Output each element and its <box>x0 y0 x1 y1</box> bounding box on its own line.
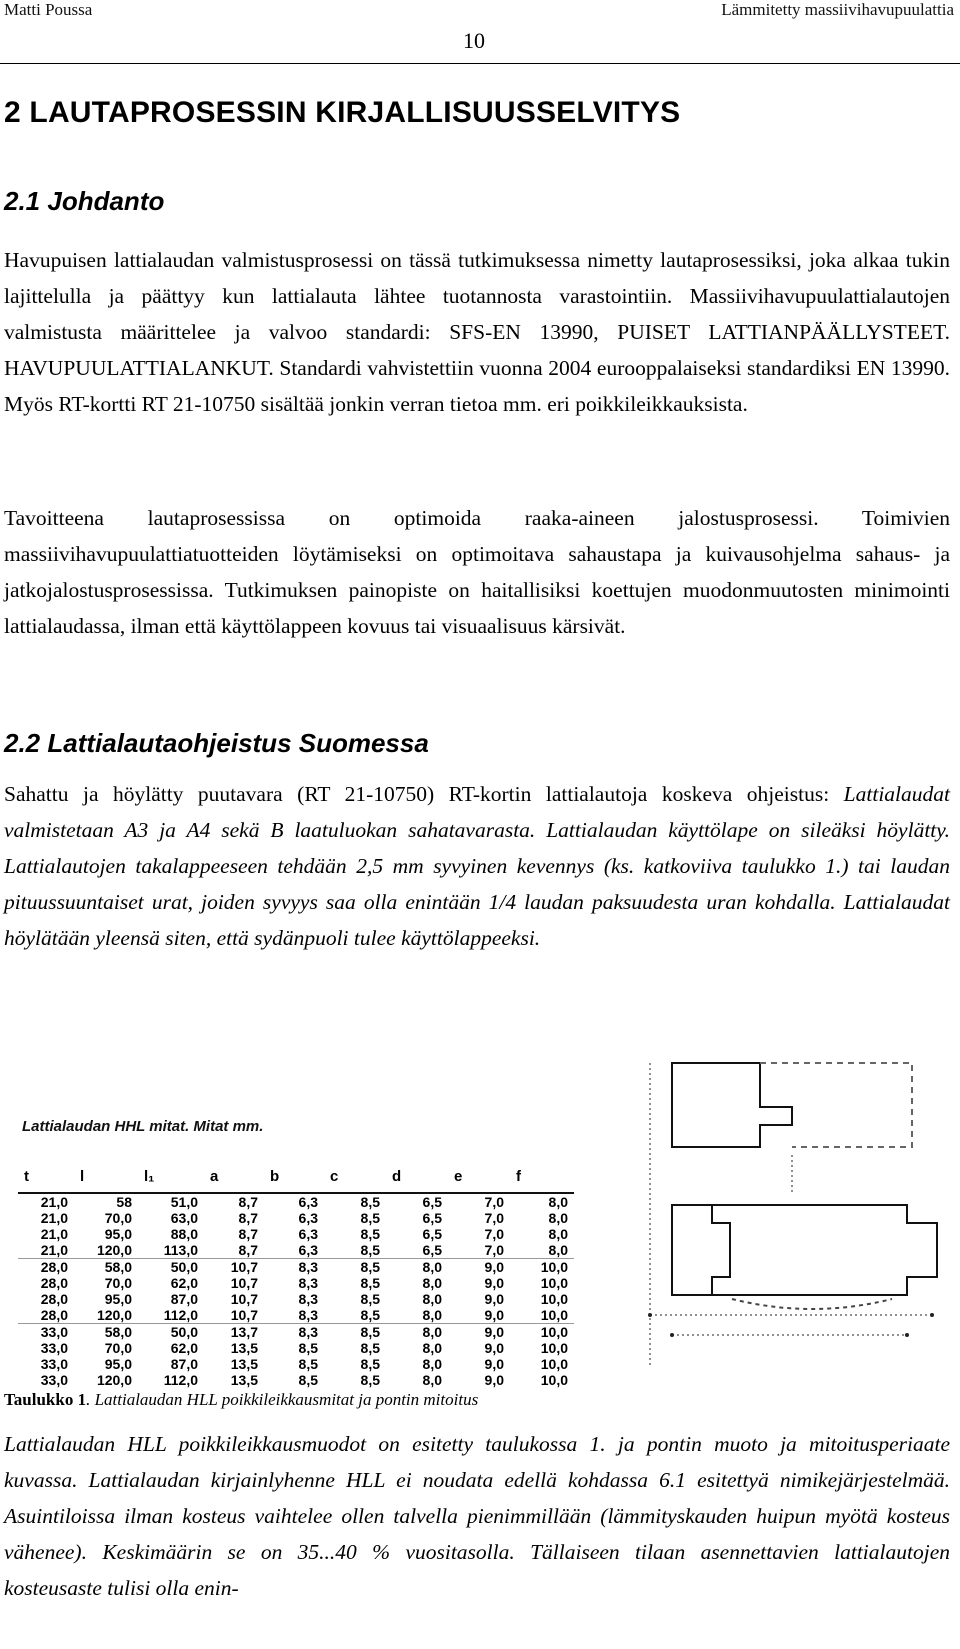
table-cell: 70,0 <box>104 1340 132 1356</box>
table-cell: 8,3 <box>298 1275 318 1291</box>
table-cell: 8,0 <box>548 1226 568 1242</box>
table-header-row <box>18 1164 574 1193</box>
table-cell: 9,0 <box>484 1291 504 1307</box>
table-cell: 8,7 <box>238 1194 258 1210</box>
table-cell: 33,0 <box>40 1356 68 1372</box>
table-cell: 8,0 <box>422 1275 442 1291</box>
table-cell: 10,0 <box>540 1275 568 1291</box>
table-cell: 28,0 <box>40 1275 68 1291</box>
table-cell: 8,0 <box>386 1324 448 1341</box>
rt-card-intro: Sahattu ja höylätty puutavara (RT 21-10750) RT-kortin lattialautoja koskeva ohjeistus: <box>4 782 830 806</box>
table-cell: 10,7 <box>230 1275 258 1291</box>
section-heading-ohjeistus: 2.2 Lattialautaohjeistus Suomessa <box>4 728 429 758</box>
column-header: l <box>74 1164 138 1193</box>
page-header-author: Matti Poussa <box>4 0 93 19</box>
table-cell: 33,0 <box>40 1340 68 1356</box>
section-heading-johdanto: 2.1 Johdanto <box>4 186 165 216</box>
paragraph-hll: Lattialaudan HLL poikkileikkausmuodot on esitetty taulukossa 1. ja pontin muoto ja mitoitusperiaate kuvassa. Lattialaudan kirjainlyhenne HLL ei noudata edellä kohdassa 6.1 esitettyä nimikejärjestelmää. Asuintiloissa ilman kosteus vaihtelee ollen talvella pienimmillään (lämmityskauden huipun myötä kosteus vähenee). Keskimäärin se on 35...40 % vuositasolla. Tällaiseen tilaan asennettavien lattialautojen kosteusaste tulisi olla enin- <box>4 1432 950 1600</box>
table-cell: 6,5 <box>422 1210 442 1226</box>
table-cell: 7,0 <box>484 1210 504 1226</box>
table-body <box>18 1193 574 1388</box>
paragraph-rt-card <box>4 776 950 956</box>
table-cell: 8,0 <box>422 1340 442 1356</box>
table-cell: 10,0 <box>540 1372 568 1388</box>
table-row <box>18 1275 574 1291</box>
table-cell: 8,7 <box>238 1226 258 1242</box>
table-cell: 8,5 <box>298 1372 318 1388</box>
caption-label: Taulukko 1 <box>4 1390 87 1409</box>
table-cell: 8,5 <box>360 1356 380 1372</box>
table-row <box>18 1210 574 1226</box>
table-cell: 6,5 <box>422 1226 442 1242</box>
table-cell: 7,0 <box>484 1194 504 1210</box>
table-cell: 50,0 <box>138 1259 204 1276</box>
table-cell: 13,7 <box>204 1324 264 1341</box>
table-cell: 6,3 <box>298 1242 318 1258</box>
table-cell: 33,0 <box>18 1324 74 1341</box>
table-cell: 8,7 <box>238 1210 258 1226</box>
table-cell: 70,0 <box>104 1210 132 1226</box>
table-cell: 21,0 <box>40 1226 68 1242</box>
table-cell: 8,0 <box>386 1259 448 1276</box>
table-cell: 120,0 <box>96 1242 132 1258</box>
table-cell: 10,0 <box>540 1356 568 1372</box>
column-header: a <box>204 1164 264 1193</box>
table-cell: 8,5 <box>360 1194 380 1210</box>
table-cell: 8,5 <box>360 1242 380 1258</box>
tongue-groove-profile-drawing <box>642 1055 942 1377</box>
table-cell: 7,0 <box>484 1242 504 1258</box>
table-cell: 9,0 <box>484 1307 504 1323</box>
table-cell: 9,0 <box>484 1356 504 1372</box>
table-cell: 8,5 <box>360 1372 380 1388</box>
column-header: b <box>264 1164 324 1193</box>
table-cell: 8,3 <box>264 1324 324 1341</box>
table-row <box>18 1356 574 1372</box>
table-cell: 87,0 <box>170 1291 198 1307</box>
table-cell: 8,3 <box>264 1259 324 1276</box>
table-cell: 8,5 <box>360 1291 380 1307</box>
table-cell: 10,0 <box>510 1324 574 1341</box>
table-row <box>18 1259 574 1276</box>
table-cell: 70,0 <box>104 1275 132 1291</box>
table-cell: 8,5 <box>298 1340 318 1356</box>
table-title: Lattialaudan HHL mitat. Mitat mm. <box>22 1118 264 1135</box>
table-cell: 10,0 <box>510 1259 574 1276</box>
table-cell: 113,0 <box>163 1242 198 1258</box>
table-caption <box>4 1390 478 1410</box>
rt-card-guideline: Lattialaudat valmistetaan A3 ja A4 sekä B laatuluokan sahatavarasta. Lattialaudan käyttölape on sileäksi höylätty. Lattialautojen takalappeeseen tehdään 2,5 mm syvyinen kevennys (ks. katkoviiva taulukko 1.) tai laudan pituussuuntaiset urat, joiden syvyys saa olla enintään 1/4 laudan paksuudesta uran kohdalla. Lattialaudat höylätään yleensä siten, että sydänpuoli tulee käyttölappeeksi. <box>4 782 950 950</box>
table-cell: 28,0 <box>40 1291 68 1307</box>
column-header: f <box>510 1164 574 1193</box>
table-cell: 28,0 <box>40 1307 68 1323</box>
table-cell: 8,0 <box>548 1242 568 1258</box>
column-header: t <box>18 1164 74 1193</box>
table-cell: 9,0 <box>448 1259 510 1276</box>
table-cell: 21,0 <box>40 1242 68 1258</box>
page-number: 10 <box>463 28 485 53</box>
dimension-table-image <box>8 1060 620 1388</box>
table-cell: 95,0 <box>104 1356 132 1372</box>
table-cell: 6,5 <box>422 1242 442 1258</box>
table-cell: 8,7 <box>238 1242 258 1258</box>
paragraph-goal: Tavoitteena lautaprosessissa on optimoida raaka-aineen jalostusprosessi. Toimivien massiivihavupuulattiatuotteiden löytämiseksi on optimoitava sahaustapa ja kuivausohjelma sahaus- ja jatkojalostusprosessissa. Tutkimuksen painopiste on haitallisiksi koettujen muodonmuutosten minimointi lattialaudassa, ilman että käyttölappeen kovuus tai visuaalisuus kärsivät. <box>4 506 950 638</box>
table-row <box>18 1372 574 1388</box>
table-cell: 9,0 <box>448 1324 510 1341</box>
table-cell: 95,0 <box>104 1291 132 1307</box>
table-cell: 8,0 <box>422 1356 442 1372</box>
table-row <box>18 1307 574 1324</box>
table-cell: 10,7 <box>204 1259 264 1276</box>
table-row <box>18 1242 574 1259</box>
table-cell: 6,3 <box>298 1194 318 1210</box>
table-cell: 6,5 <box>422 1194 442 1210</box>
table-cell: 58 <box>116 1194 132 1210</box>
table-cell: 13,5 <box>230 1356 258 1372</box>
table-cell: 58,0 <box>74 1259 138 1276</box>
table-cell: 13,5 <box>230 1372 258 1388</box>
table-cell: 21,0 <box>40 1194 68 1210</box>
dimension-ticks <box>648 1313 934 1337</box>
table-row <box>18 1193 574 1210</box>
column-header: c <box>324 1164 386 1193</box>
table-cell: 10,7 <box>230 1291 258 1307</box>
table-cell: 9,0 <box>484 1275 504 1291</box>
table-cell: 8,3 <box>298 1307 318 1323</box>
paragraph-intro: Havupuisen lattialaudan valmistusprosessi on tässä tutkimuksessa nimetty lautaprosessiksi, joka alkaa tukin lajittelulla ja päättyy kun lattialauta lähtee tuotannosta varastointiin. Massiivihavupuulattialautojen valmistusta määrittelee ja valvoo standardi: SFS-EN 13990, PUISET LATTIANPÄÄLLYSTEET. HAVUPUULATTIALANKUT. Standardi vahvistettiin vuonna 2004 eurooppalaiseksi standardiksi EN 13990. Myös RT-kortti RT 21-10750 sisältää jonkin verran tietoa mm. eri poikkileikkauksista. <box>4 248 950 416</box>
table-cell: 13,5 <box>230 1340 258 1356</box>
caption-text: . Lattialaudan HLL poikkileikkausmitat ja pontin mitoitus <box>86 1390 479 1409</box>
profile-board-top <box>672 1063 912 1147</box>
table-cell: 120,0 <box>96 1307 132 1323</box>
table-cell: 112,0 <box>163 1307 198 1323</box>
table-cell: 6,3 <box>298 1210 318 1226</box>
table-row <box>18 1291 574 1307</box>
table-cell: 112,0 <box>163 1372 198 1388</box>
table-cell: 8,5 <box>360 1226 380 1242</box>
table-cell: 10,0 <box>540 1291 568 1307</box>
column-header: l₁ <box>138 1164 204 1193</box>
table-cell: 63,0 <box>170 1210 198 1226</box>
table-cell: 8,5 <box>360 1307 380 1323</box>
column-header: e <box>448 1164 510 1193</box>
table-cell: 50,0 <box>138 1324 204 1341</box>
dimension-table <box>18 1164 574 1388</box>
table-row <box>18 1226 574 1242</box>
table-row <box>18 1324 574 1341</box>
table-cell: 6,3 <box>298 1226 318 1242</box>
column-header: d <box>386 1164 448 1193</box>
table-cell: 62,0 <box>170 1275 198 1291</box>
table-cell: 8,0 <box>548 1210 568 1226</box>
table-cell: 28,0 <box>18 1259 74 1276</box>
table-cell: 120,0 <box>96 1372 132 1388</box>
profile-board-bottom <box>672 1205 937 1309</box>
table-cell: 10,0 <box>540 1307 568 1323</box>
table-cell: 58,0 <box>74 1324 138 1341</box>
table-cell: 8,5 <box>298 1356 318 1372</box>
table-cell: 8,0 <box>422 1291 442 1307</box>
table-cell: 8,0 <box>422 1307 442 1323</box>
table-cell: 7,0 <box>484 1226 504 1242</box>
header-rule <box>0 63 960 64</box>
table-cell: 10,0 <box>540 1340 568 1356</box>
table-cell: 8,0 <box>548 1194 568 1210</box>
table-cell: 8,5 <box>324 1259 386 1276</box>
table-cell: 10,7 <box>230 1307 258 1323</box>
table-cell: 88,0 <box>170 1226 198 1242</box>
chapter-heading: 2 LAUTAPROSESSIN KIRJALLISUUSSELVITYS <box>4 96 681 129</box>
table-cell: 51,0 <box>170 1194 198 1210</box>
table-cell: 87,0 <box>170 1356 198 1372</box>
table-cell: 9,0 <box>484 1340 504 1356</box>
table-cell: 33,0 <box>40 1372 68 1388</box>
table-cell: 8,5 <box>360 1275 380 1291</box>
figure-area <box>0 1050 960 1388</box>
table-cell: 8,3 <box>298 1291 318 1307</box>
table-cell: 21,0 <box>40 1210 68 1226</box>
table-cell: 8,5 <box>324 1324 386 1341</box>
table-row <box>18 1340 574 1356</box>
table-cell: 8,5 <box>360 1340 380 1356</box>
table-cell: 8,0 <box>422 1372 442 1388</box>
table-cell: 8,5 <box>360 1210 380 1226</box>
table-cell: 95,0 <box>104 1226 132 1242</box>
table-cell: 9,0 <box>484 1372 504 1388</box>
page-header-title: Lämmitetty massiivihavupuulattia <box>721 0 954 19</box>
table-cell: 62,0 <box>170 1340 198 1356</box>
